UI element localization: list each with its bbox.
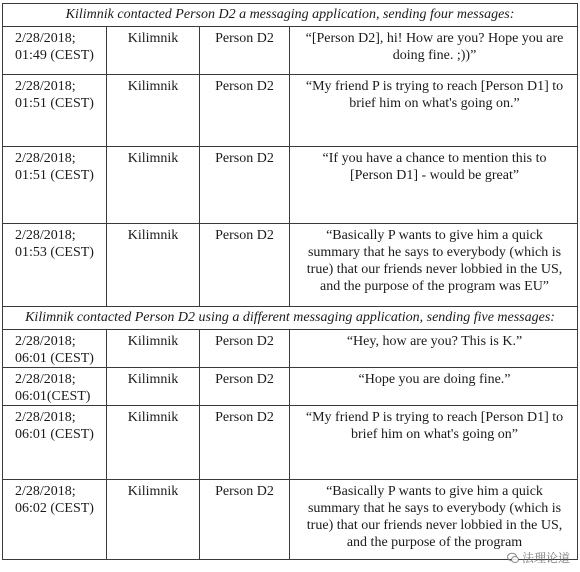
timestamp-cell: 2/28/2018; 06:01 (CEST) bbox=[3, 406, 107, 480]
recipient-cell: Person D2 bbox=[200, 406, 290, 480]
sender-cell: Kilimnik bbox=[107, 147, 200, 224]
timestamp-cell: 2/28/2018; 06:02 (CEST) bbox=[3, 480, 107, 560]
message-cell: “My friend P is trying to reach [Person D1] to brief him on what's going on.” bbox=[290, 75, 578, 147]
recipient-cell: Person D2 bbox=[200, 480, 290, 560]
section-heading-row bbox=[3, 4, 578, 27]
section-heading: Kilimnik contacted Person D2 a messaging application, sending four messages: bbox=[3, 4, 578, 27]
recipient-cell: Person D2 bbox=[200, 330, 290, 368]
watermark bbox=[507, 549, 570, 566]
sender-cell: Kilimnik bbox=[107, 330, 200, 368]
message-cell: “[Person D2], hi! How are you? Hope you are doing fine. ;))” bbox=[290, 27, 578, 75]
table-row bbox=[3, 480, 578, 560]
timestamp-cell: 2/28/2018; 01:51 (CEST) bbox=[3, 147, 107, 224]
section-heading-row bbox=[3, 307, 578, 330]
message-cell: “If you have a chance to mention this to [Person D1] - would be great” bbox=[290, 147, 578, 224]
section-heading: Kilimnik contacted Person D2 using a different messaging application, sending five messages: bbox=[3, 307, 578, 330]
recipient-cell: Person D2 bbox=[200, 27, 290, 75]
watermark-text: 法理论道 bbox=[521, 551, 570, 565]
timestamp-cell: 2/28/2018; 06:01(CEST) bbox=[3, 368, 107, 406]
sender-cell: Kilimnik bbox=[107, 27, 200, 75]
message-cell: “Hey, how are you? This is K.” bbox=[290, 330, 578, 368]
wechat-icon bbox=[507, 552, 519, 564]
recipient-cell: Person D2 bbox=[200, 75, 290, 147]
table-row bbox=[3, 75, 578, 147]
table-row bbox=[3, 406, 578, 480]
table-row bbox=[3, 27, 578, 75]
message-cell: “My friend P is trying to reach [Person D1] to brief him on what's going on” bbox=[290, 406, 578, 480]
sender-cell: Kilimnik bbox=[107, 480, 200, 560]
timestamp-cell: 2/28/2018; 01:49 (CEST) bbox=[3, 27, 107, 75]
messages-table bbox=[2, 3, 578, 560]
recipient-cell: Person D2 bbox=[200, 368, 290, 406]
message-cell: “Basically P wants to give him a quick summary that he says to everybody (which is true) that our friends never lobbied in the US, and the purpose of the program was EU” bbox=[290, 224, 578, 307]
sender-cell: Kilimnik bbox=[107, 406, 200, 480]
timestamp-cell: 2/28/2018; 01:53 (CEST) bbox=[3, 224, 107, 307]
recipient-cell: Person D2 bbox=[200, 147, 290, 224]
timestamp-cell: 2/28/2018; 06:01 (CEST) bbox=[3, 330, 107, 368]
message-cell: “Hope you are doing fine.” bbox=[290, 368, 578, 406]
timestamp-cell: 2/28/2018; 01:51 (CEST) bbox=[3, 75, 107, 147]
table-row bbox=[3, 147, 578, 224]
message-cell: “Basically P wants to give him a quick summary that he says to everybody (which is true) that our friends never lobbied in the US, and the purpose of the program bbox=[290, 480, 578, 560]
table-row bbox=[3, 224, 578, 307]
table-row bbox=[3, 330, 578, 368]
sender-cell: Kilimnik bbox=[107, 368, 200, 406]
recipient-cell: Person D2 bbox=[200, 224, 290, 307]
sender-cell: Kilimnik bbox=[107, 224, 200, 307]
sender-cell: Kilimnik bbox=[107, 75, 200, 147]
table-row bbox=[3, 368, 578, 406]
